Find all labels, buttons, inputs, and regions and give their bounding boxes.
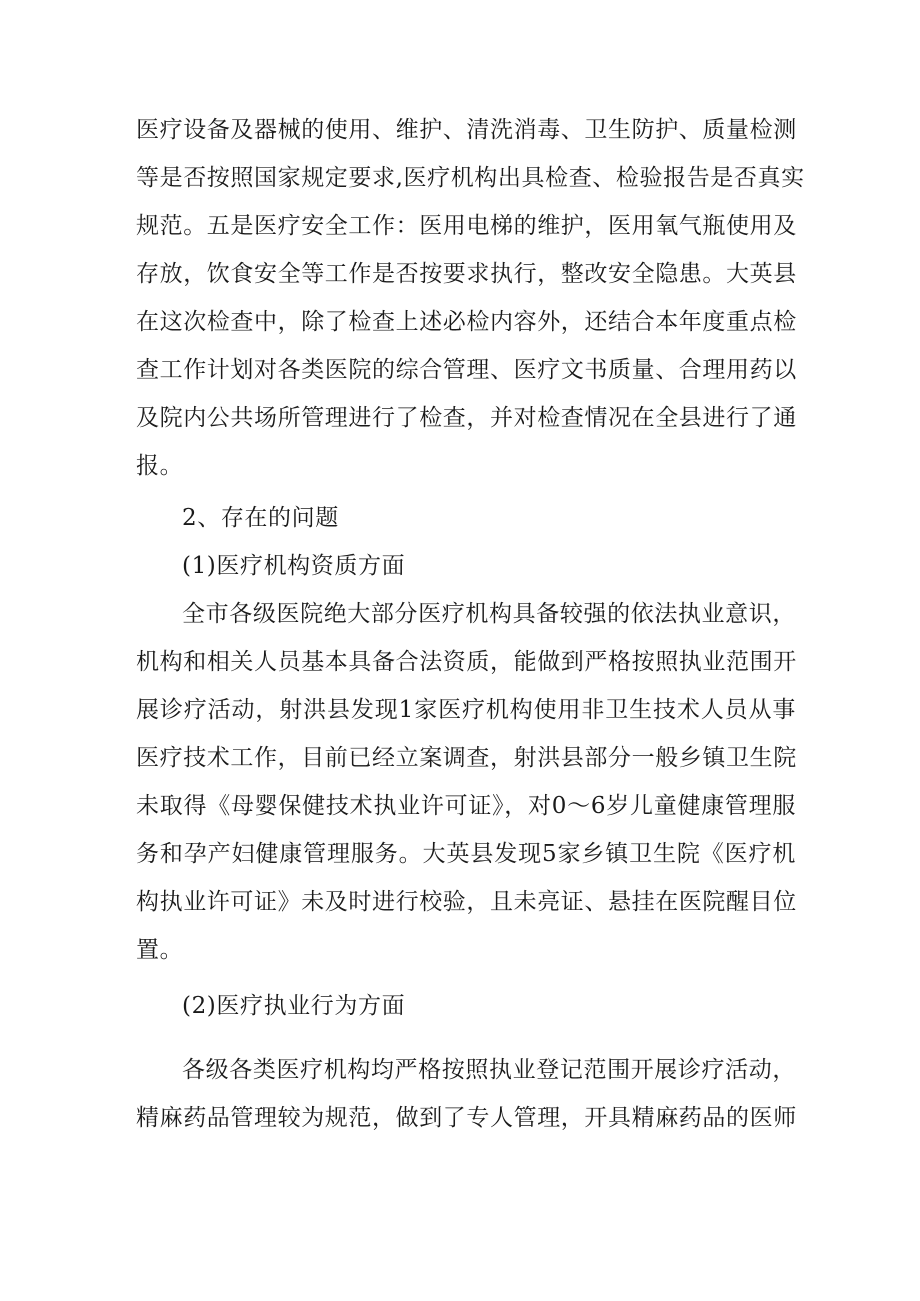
- text-line: 务和孕产妇健康管理服务。大英县发现5家乡镇卫生院《医疗机: [136, 841, 796, 867]
- text-line: 规范。五是医疗安全工作：医用电梯的维护，医用氧气瓶使用及: [136, 213, 797, 239]
- text-line: 精麻药品管理较为规范，做到了专人管理，开具精麻药品的医师: [136, 1105, 797, 1131]
- text-line: 机构和相关人员基本具备合法资质，能做到严格按照执业范围开: [136, 649, 797, 675]
- text-line: 报。: [136, 453, 184, 479]
- text-line: 全市各级医院绝大部分医疗机构具备较强的依法执业意识，: [182, 601, 796, 627]
- text-line: 展诊疗活动，射洪县发现1家医疗机构使用非卫生技术人员从事: [136, 697, 796, 723]
- text-line: 未取得《母婴保健技术执业许可证》，对0～6岁儿童健康管理服: [136, 793, 796, 819]
- text-line: 存放，饮食安全等工作是否按要求执行，整改安全隐患。大英县: [136, 261, 797, 287]
- subsection-heading: (2)医疗执业行为方面: [182, 993, 406, 1019]
- text-line: 医疗设备及器械的使用、维护、清洗消毒、卫生防护、质量检测: [136, 117, 797, 143]
- text-line: 构执业许可证》未及时进行校验，且未亮证、悬挂在医院醒目位: [136, 889, 797, 915]
- text-line: 各级各类医疗机构均严格按照执业登记范围开展诊疗活动，: [182, 1057, 796, 1083]
- text-line: 查工作计划对各类医院的综合管理、医疗文书质量、合理用药以: [136, 357, 797, 383]
- section-heading: 2、存在的问题: [182, 505, 339, 531]
- text-line: 在这次检查中，除了检查上述必检内容外，还结合本年度重点检: [136, 309, 797, 335]
- text-line: 及院内公共场所管理进行了检查，并对检查情况在全县进行了通: [136, 405, 797, 431]
- text-line: 医疗技术工作，目前已经立案调查，射洪县部分一般乡镇卫生院: [136, 745, 797, 771]
- text-line: 置。: [136, 937, 184, 963]
- subsection-heading: (1)医疗机构资质方面: [182, 553, 406, 579]
- text-line: 等是否按照国家规定要求,医疗机构出具检查、检验报告是否真实: [136, 165, 805, 191]
